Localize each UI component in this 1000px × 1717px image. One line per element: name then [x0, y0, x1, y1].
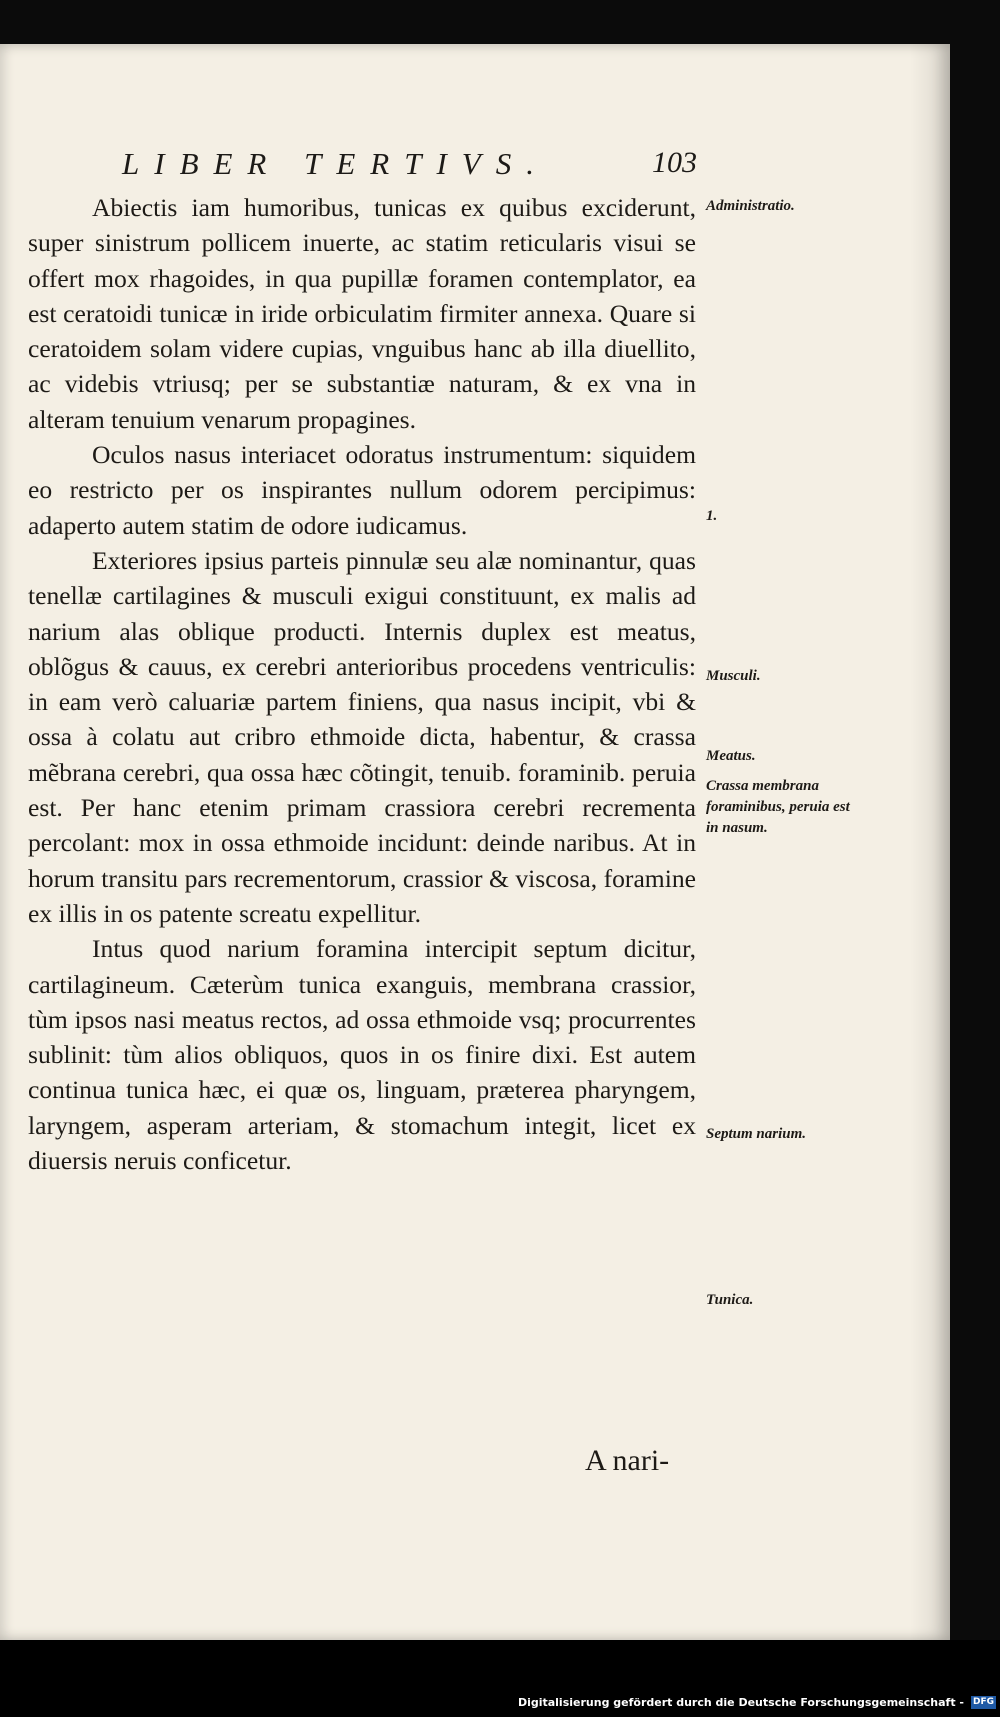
margin-note-number: 1. — [706, 508, 718, 524]
page-edge-shadow — [910, 44, 950, 1640]
margin-note-administratio: Administratio. — [706, 198, 795, 214]
body-text — [28, 190, 696, 1178]
margin-note-musculi: Musculi. — [706, 668, 761, 684]
catchword: A nari- — [585, 1444, 670, 1477]
paragraph: Exteriores ipsius parteis pinnulæ seu alæ nominantur, quas tenellæ cartilagines & musculi exigui constituunt, ex malis ad narium alas oblique producti. Internis duplex est meatus, oblõgus & cauus, ex cerebri anterioribus procedens ventriculis: in eam verò caluariæ partem finiens, qua nasus incipit, vbi & ossa à colatu aut cribro ethmoide dicta, habentur, & crassa mẽbrana cerebri, qua ossa hæc cõtingit, tenuib. foraminib. peruia est. Per hanc etenim primam crassiora cerebri recrementa percolant: mox in ossa ethmoide incidunt: deinde naribus. At in horum transitu pars recrementorum, crassior & viscosa, foramine ex illis in os patente screatu expellitur. — [28, 545, 696, 928]
margin-note-meatus: Meatus. — [706, 748, 756, 764]
digitization-credit: Digitalisierung gefördert durch die Deutsche Forschungsgemeinschaft - — [517, 1696, 964, 1709]
paragraph: Abiectis iam humoribus, tunicas ex quibus exciderunt, super sinistrum pollicem inuerte, ac statim reticularis visui se offert mox rhagoides, in qua pupillæ foramen contemplator, ea est ceratoidi tunicæ in iride orbiculatim firmiter annexa. Quare si ceratoidem solam videre cupias, vnguibus hanc ab illa diuellito, ac videbis vtriusq; per se substantiæ naturam, & ex vna in alteram tenuium venarum propagines. — [28, 193, 696, 434]
dfg-logo: DFG — [972, 1697, 994, 1707]
paragraph: Oculos nasus interiacet odoratus instrumentum: siquidem eo restricto per os inspirantes nullum odorem percipimus: adaperto autem statim de odore iudicamus. — [28, 440, 696, 540]
running-head: LIBER TERTIVS. — [122, 146, 549, 181]
margin-note-tunica: Tunica. — [706, 1292, 754, 1308]
margin-note-crassa-membrana: Crassa membrana foraminibus, peruia est in nasum. — [706, 778, 850, 836]
margin-note-septum: Septum narium. — [706, 1126, 807, 1142]
paragraph: Intus quod narium foramina intercipit septum dicitur, cartilagineum. Cæterùm tunica exanguis, membrana crassior, tùm ipsos nasi meatus rectos, ad ossa ethmoide vsq; procurrentes sublinit: tùm alios obliquos, quos in os finire dixi. Est autem continua tunica hæc, ei quæ os, linguam, præterea pharyngem, laryngem, asperam arteriam, & stomachum integit, licet ex diuersis neruis conficetur. — [28, 934, 696, 1176]
page-number: 103 — [652, 146, 697, 179]
book-page — [0, 44, 950, 1640]
